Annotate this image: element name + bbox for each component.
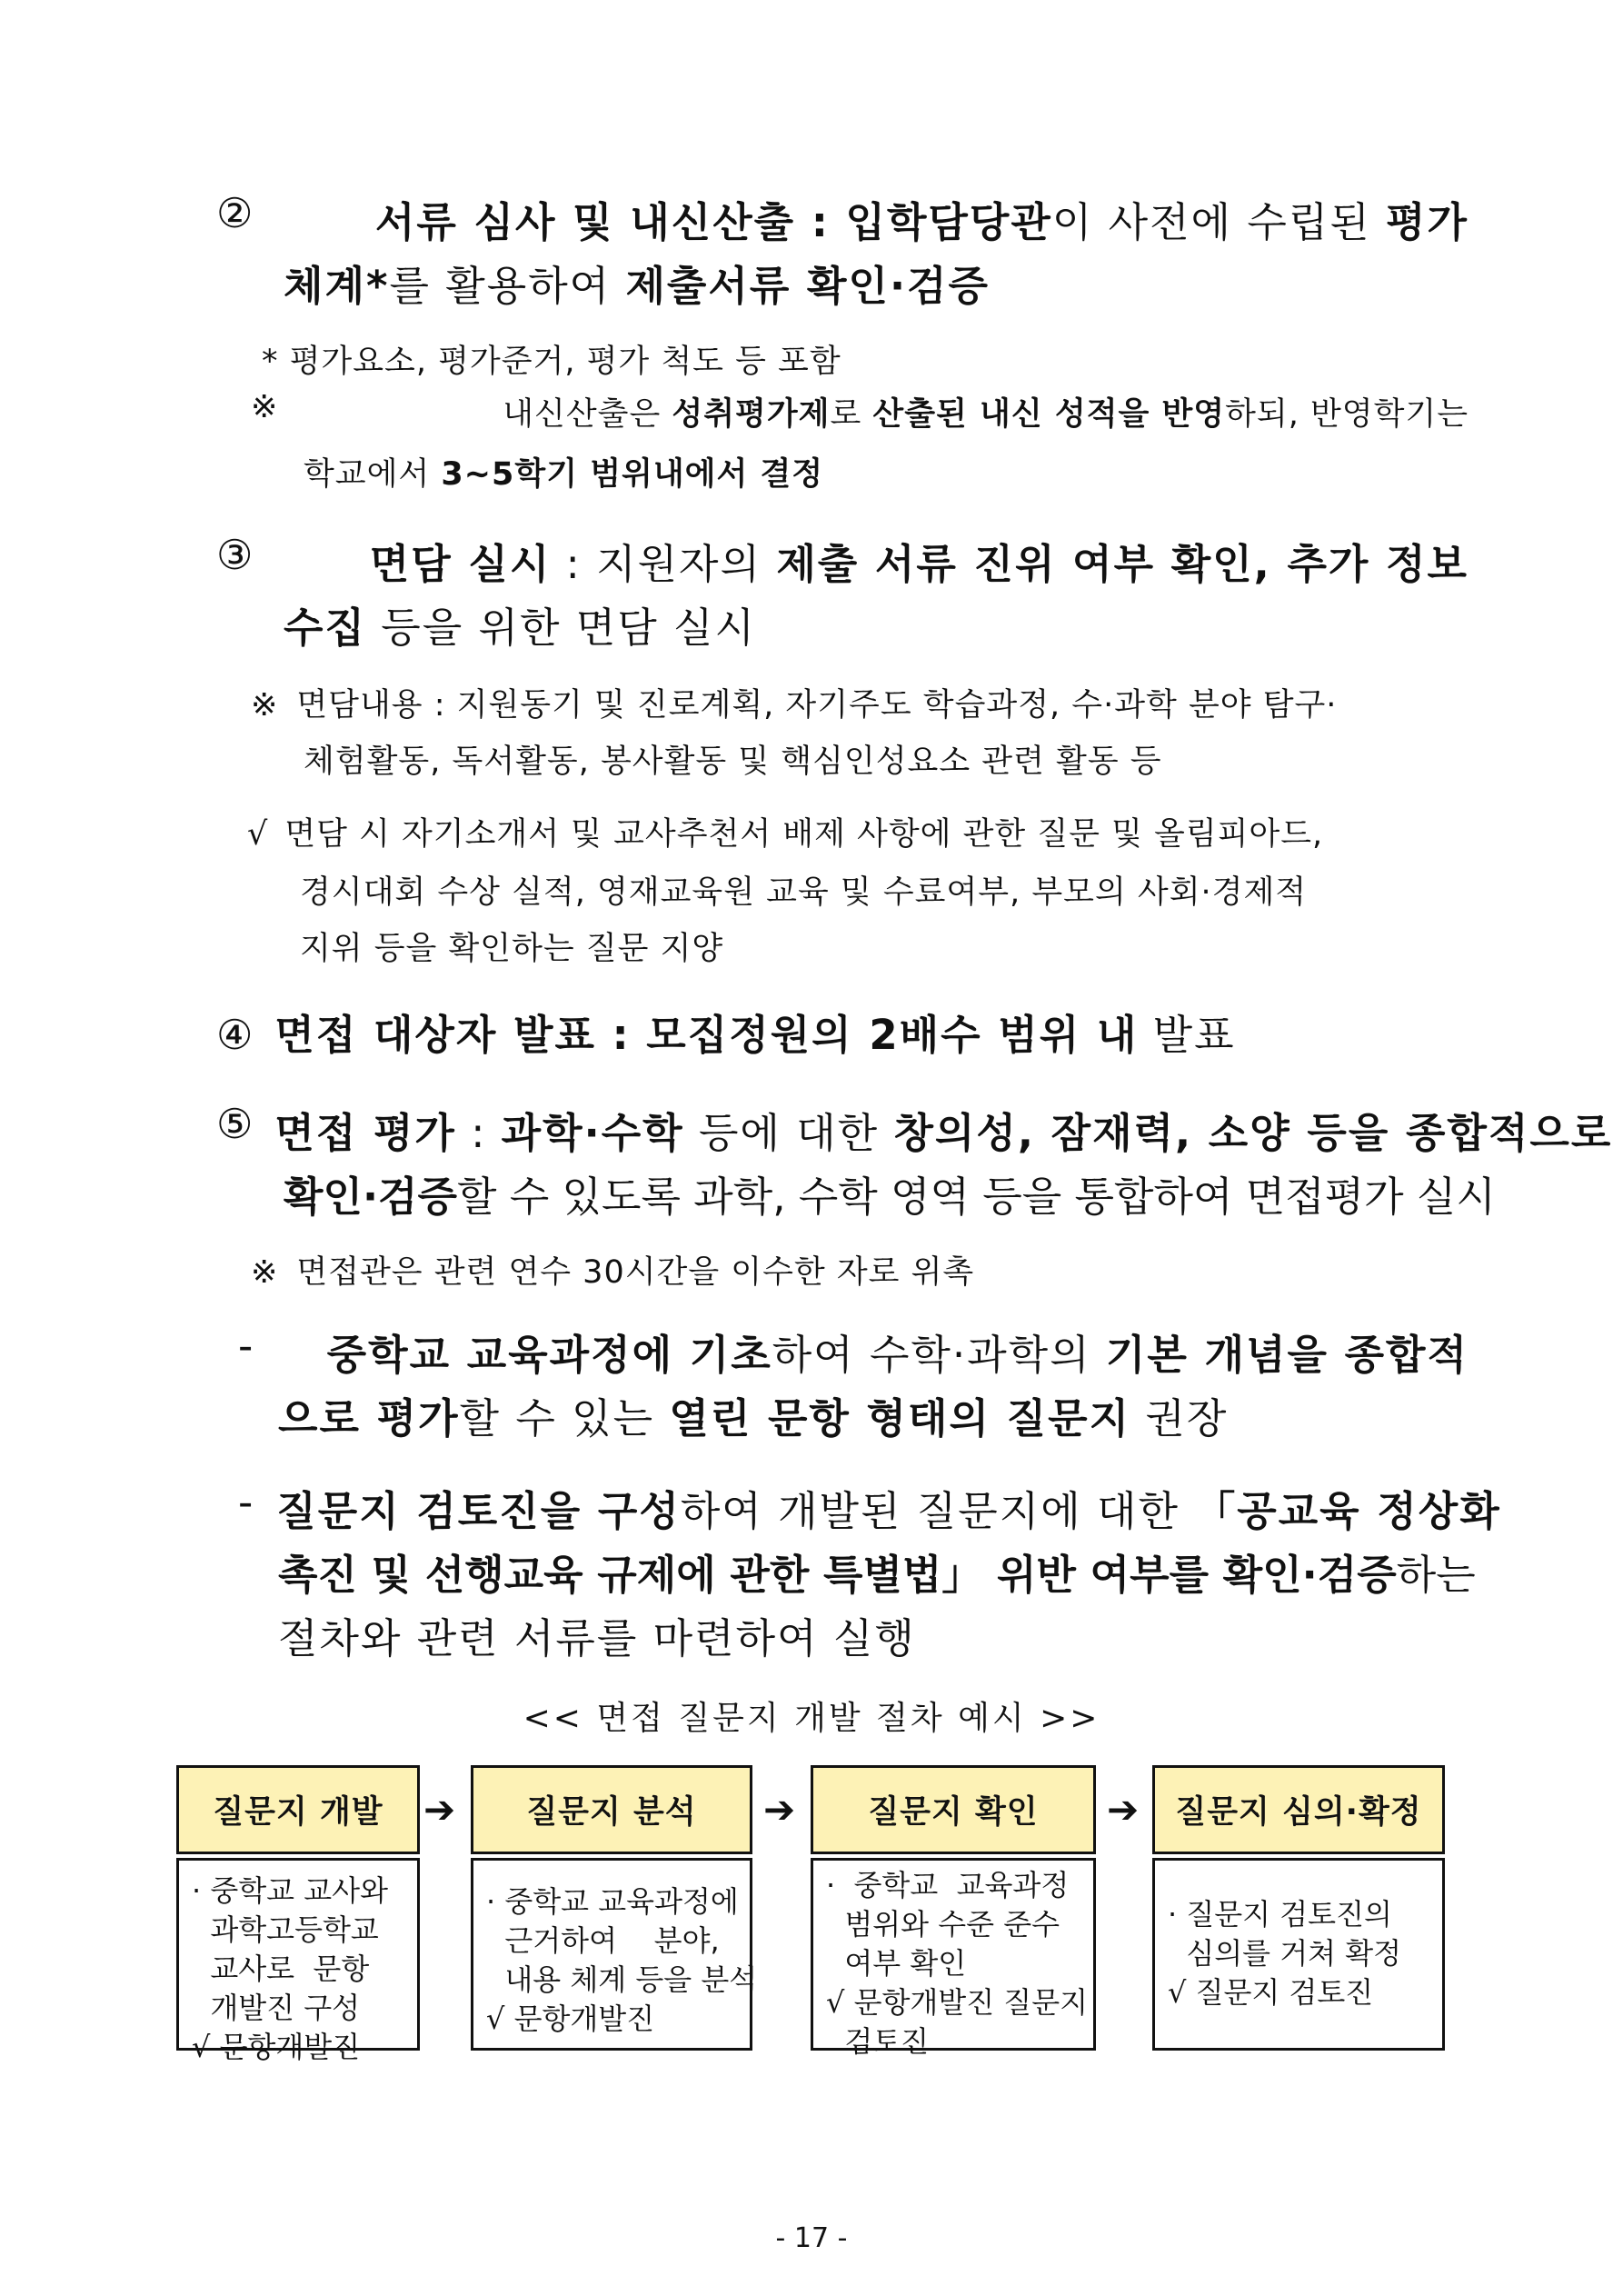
dash1-line1 bbox=[238, 1322, 1469, 1381]
arrow-right-icon: ➔ bbox=[1107, 1787, 1140, 1832]
item2-number: ② bbox=[216, 189, 255, 237]
dash2-line2 bbox=[278, 1542, 1476, 1601]
dash1-bold: 열린 문항 형태의 질문지 bbox=[669, 1394, 1131, 1442]
dash-mark: - bbox=[238, 1322, 255, 1370]
item3-bold-2: 수집 bbox=[284, 604, 366, 652]
flow-step-1-body bbox=[176, 1858, 420, 2064]
dash1-bold: 기본 개념을 종합적 bbox=[1105, 1331, 1469, 1379]
note-bold: 산출된 내신 성적을 반영 bbox=[872, 396, 1226, 433]
item2-bold-2: 체계* bbox=[284, 262, 390, 310]
flow-step-3-line: 범위와 수준 준수 bbox=[826, 1907, 1060, 1942]
flow-step-4-line: · 질문지 검토진의 bbox=[1168, 1897, 1392, 1932]
dash2-bold: 질문지 검토진을 구성 bbox=[276, 1487, 681, 1535]
item5-line2 bbox=[284, 1163, 1496, 1223]
item3-line2 bbox=[284, 594, 756, 654]
check-mark: √ bbox=[247, 816, 269, 853]
flow-diagram bbox=[0, 1765, 1623, 2092]
dash1-text: 권장 bbox=[1130, 1394, 1229, 1442]
item5-heading: 면접 평가 bbox=[274, 1109, 456, 1157]
item2-text-2: 를 활용하여 bbox=[389, 262, 626, 310]
item2-note2-line2 bbox=[304, 449, 823, 494]
item2-line2 bbox=[284, 253, 990, 312]
flow-step-1-line: 과학고등학교 bbox=[192, 1912, 379, 1947]
item4-line bbox=[216, 1002, 1236, 1061]
flow-step-2-line: 내용 체계 등을 분석 bbox=[486, 1962, 758, 1997]
flow-caption: << 면접 질문지 개발 절차 예시 >> bbox=[523, 1700, 1100, 1737]
item3-line1 bbox=[216, 531, 1469, 590]
flow-step-3-line: 검토진 bbox=[826, 2024, 930, 2059]
flow-step-2-line: 근거하여 분야, bbox=[486, 1923, 720, 1958]
dash2-text: 하는 bbox=[1396, 1551, 1476, 1599]
dash1-bold: 중학교 교육과정에 기초 bbox=[326, 1331, 772, 1379]
dash1-text: 할 수 있는 bbox=[459, 1394, 670, 1442]
item5-text: 등에 대한 bbox=[683, 1109, 894, 1157]
flow-step-3-title: 질문지 확인 bbox=[811, 1765, 1096, 1854]
flow-step-2-body bbox=[471, 1858, 758, 2051]
flow-step-3-line: √ 문항개발진 질문지 bbox=[826, 1985, 1089, 2020]
item3-number: ③ bbox=[216, 531, 255, 579]
flow-step-3-line: 여부 확인 bbox=[826, 1946, 967, 1981]
item4-number: ④ bbox=[216, 1011, 255, 1059]
note-mark: ※ bbox=[251, 687, 279, 724]
flow-step-4-line: 심의를 거쳐 확정 bbox=[1168, 1936, 1402, 1971]
flow-step-1-line: 교사로 문항 bbox=[192, 1952, 370, 1986]
flow-step-1-line: 개발진 구성 bbox=[192, 1991, 361, 2025]
item3-check-line2: 경시대회 수상 실적, 영재교육원 교육 및 수료여부, 부모의 사회·경제적 bbox=[300, 874, 1308, 911]
item3-heading: 면담 실시 bbox=[369, 540, 552, 588]
dash2-bold: 「공교육 정상화 bbox=[1194, 1487, 1501, 1535]
note-text: 내신산출은 bbox=[503, 396, 672, 433]
item2-heading: 서류 심사 및 내신산출 : 입학담당관 bbox=[374, 198, 1052, 246]
item3-note1-line1 bbox=[251, 680, 1337, 725]
item2-note2-line1 bbox=[251, 389, 1469, 434]
flow-step-1-line: √ 문항개발진 bbox=[192, 2030, 361, 2064]
item3-note1-line2: 체험활동, 독서활동, 봉사활동 및 핵심인성요소 관련 활동 등 bbox=[304, 744, 1162, 780]
dash2-line3: 절차와 관련 서류를 마련하여 실행 bbox=[278, 1614, 916, 1662]
item3-text-2: 등을 위한 면담 실시 bbox=[365, 604, 756, 652]
item3-text: : 지원자의 bbox=[551, 540, 777, 588]
item5-text: : bbox=[455, 1109, 502, 1157]
note-text: 하되, 반영학기는 bbox=[1225, 396, 1469, 433]
flow-step-4-body bbox=[1152, 1858, 1445, 2051]
item2-line1 bbox=[216, 189, 1469, 248]
note-mark: ※ bbox=[251, 1254, 279, 1291]
flow-step-3-line: · 중학교 교육과정 bbox=[826, 1868, 1070, 1902]
item3-check-line1 bbox=[247, 809, 1323, 854]
flow-step-2-line: √ 문항개발진 bbox=[486, 2002, 655, 2036]
item2-bold-3: 제출서류 확인·검증 bbox=[625, 262, 990, 310]
flow-step-4-title: 질문지 심의·확정 bbox=[1152, 1765, 1445, 1854]
page-number: - 17 - bbox=[775, 2222, 848, 2254]
note-bold: 3∼5학기 범위내에서 결정 bbox=[441, 456, 824, 493]
note-text: 로 bbox=[830, 396, 873, 433]
arrow-right-icon: ➔ bbox=[423, 1787, 456, 1832]
flow-step-2-title: 질문지 분석 bbox=[471, 1765, 752, 1854]
dash2-text: 하여 개발된 질문지에 대한 bbox=[680, 1487, 1195, 1535]
item4-text: 발표 bbox=[1138, 1011, 1236, 1059]
item5-line1 bbox=[216, 1100, 1613, 1159]
item2-text: 이 사전에 수립된 bbox=[1051, 198, 1387, 246]
item4-bold: 면접 대상자 발표 : 모집정원의 2배수 범위 내 bbox=[274, 1011, 1139, 1059]
note-text: 면담내용 : 지원동기 및 진로계획, 자기주도 학습과정, 수·과학 분야 탐구· bbox=[296, 687, 1338, 724]
note-mark: ※ bbox=[251, 389, 279, 425]
dash1-text: 하여 수학·과학의 bbox=[772, 1331, 1106, 1379]
item2-bold: 평가 bbox=[1386, 198, 1469, 246]
item5-bold: 과학·수학 bbox=[501, 1109, 684, 1157]
dash-mark: - bbox=[238, 1478, 255, 1526]
item5-bold-2: 확인·검증 bbox=[284, 1173, 457, 1221]
item5-number: ⑤ bbox=[216, 1100, 255, 1148]
dash2-bold: 촉진 및 선행교육 규제에 관한 특별법」 위반 여부를 확인·검증 bbox=[278, 1551, 1397, 1599]
flow-step-2-line: · 중학교 교육과정에 bbox=[486, 1884, 739, 1919]
note-text: 면접관은 관련 연수 30시간을 이수한 자로 위촉 bbox=[296, 1254, 975, 1291]
note-bold: 성취평가제 bbox=[672, 396, 831, 433]
flow-step-1-title: 질문지 개발 bbox=[176, 1765, 420, 1854]
flow-step-4-line: √ 질문지 검토진 bbox=[1168, 1975, 1374, 2010]
flow-step-3-body bbox=[811, 1858, 1096, 2059]
item5-text-2: 할 수 있도록 과학, 수학 영역 등을 통합하여 면접평가 실시 bbox=[456, 1173, 1496, 1221]
dash1-line2 bbox=[278, 1385, 1228, 1444]
dash2-line1 bbox=[238, 1478, 1501, 1537]
item3-check-line3: 지위 등을 확인하는 질문 지양 bbox=[300, 931, 724, 967]
item2-note1: * 평가요소, 평가준거, 평가 척도 등 포함 bbox=[262, 344, 841, 380]
item5-note1 bbox=[251, 1247, 974, 1293]
check-text: 면담 시 자기소개서 및 교사추천서 배제 사항에 관한 질문 및 올림피아드, bbox=[284, 816, 1324, 853]
dash1-bold: 으로 평가 bbox=[278, 1394, 460, 1442]
note-text: 학교에서 bbox=[304, 456, 442, 493]
flow-step-1-line: · 중학교 교사와 bbox=[192, 1873, 388, 1908]
item5-bold: 창의성, 잠재력, 소양 등을 종합적으로 bbox=[893, 1109, 1613, 1157]
arrow-right-icon: ➔ bbox=[763, 1787, 796, 1832]
item3-bold: 제출 서류 진위 여부 확인, 추가 정보 bbox=[776, 540, 1469, 588]
